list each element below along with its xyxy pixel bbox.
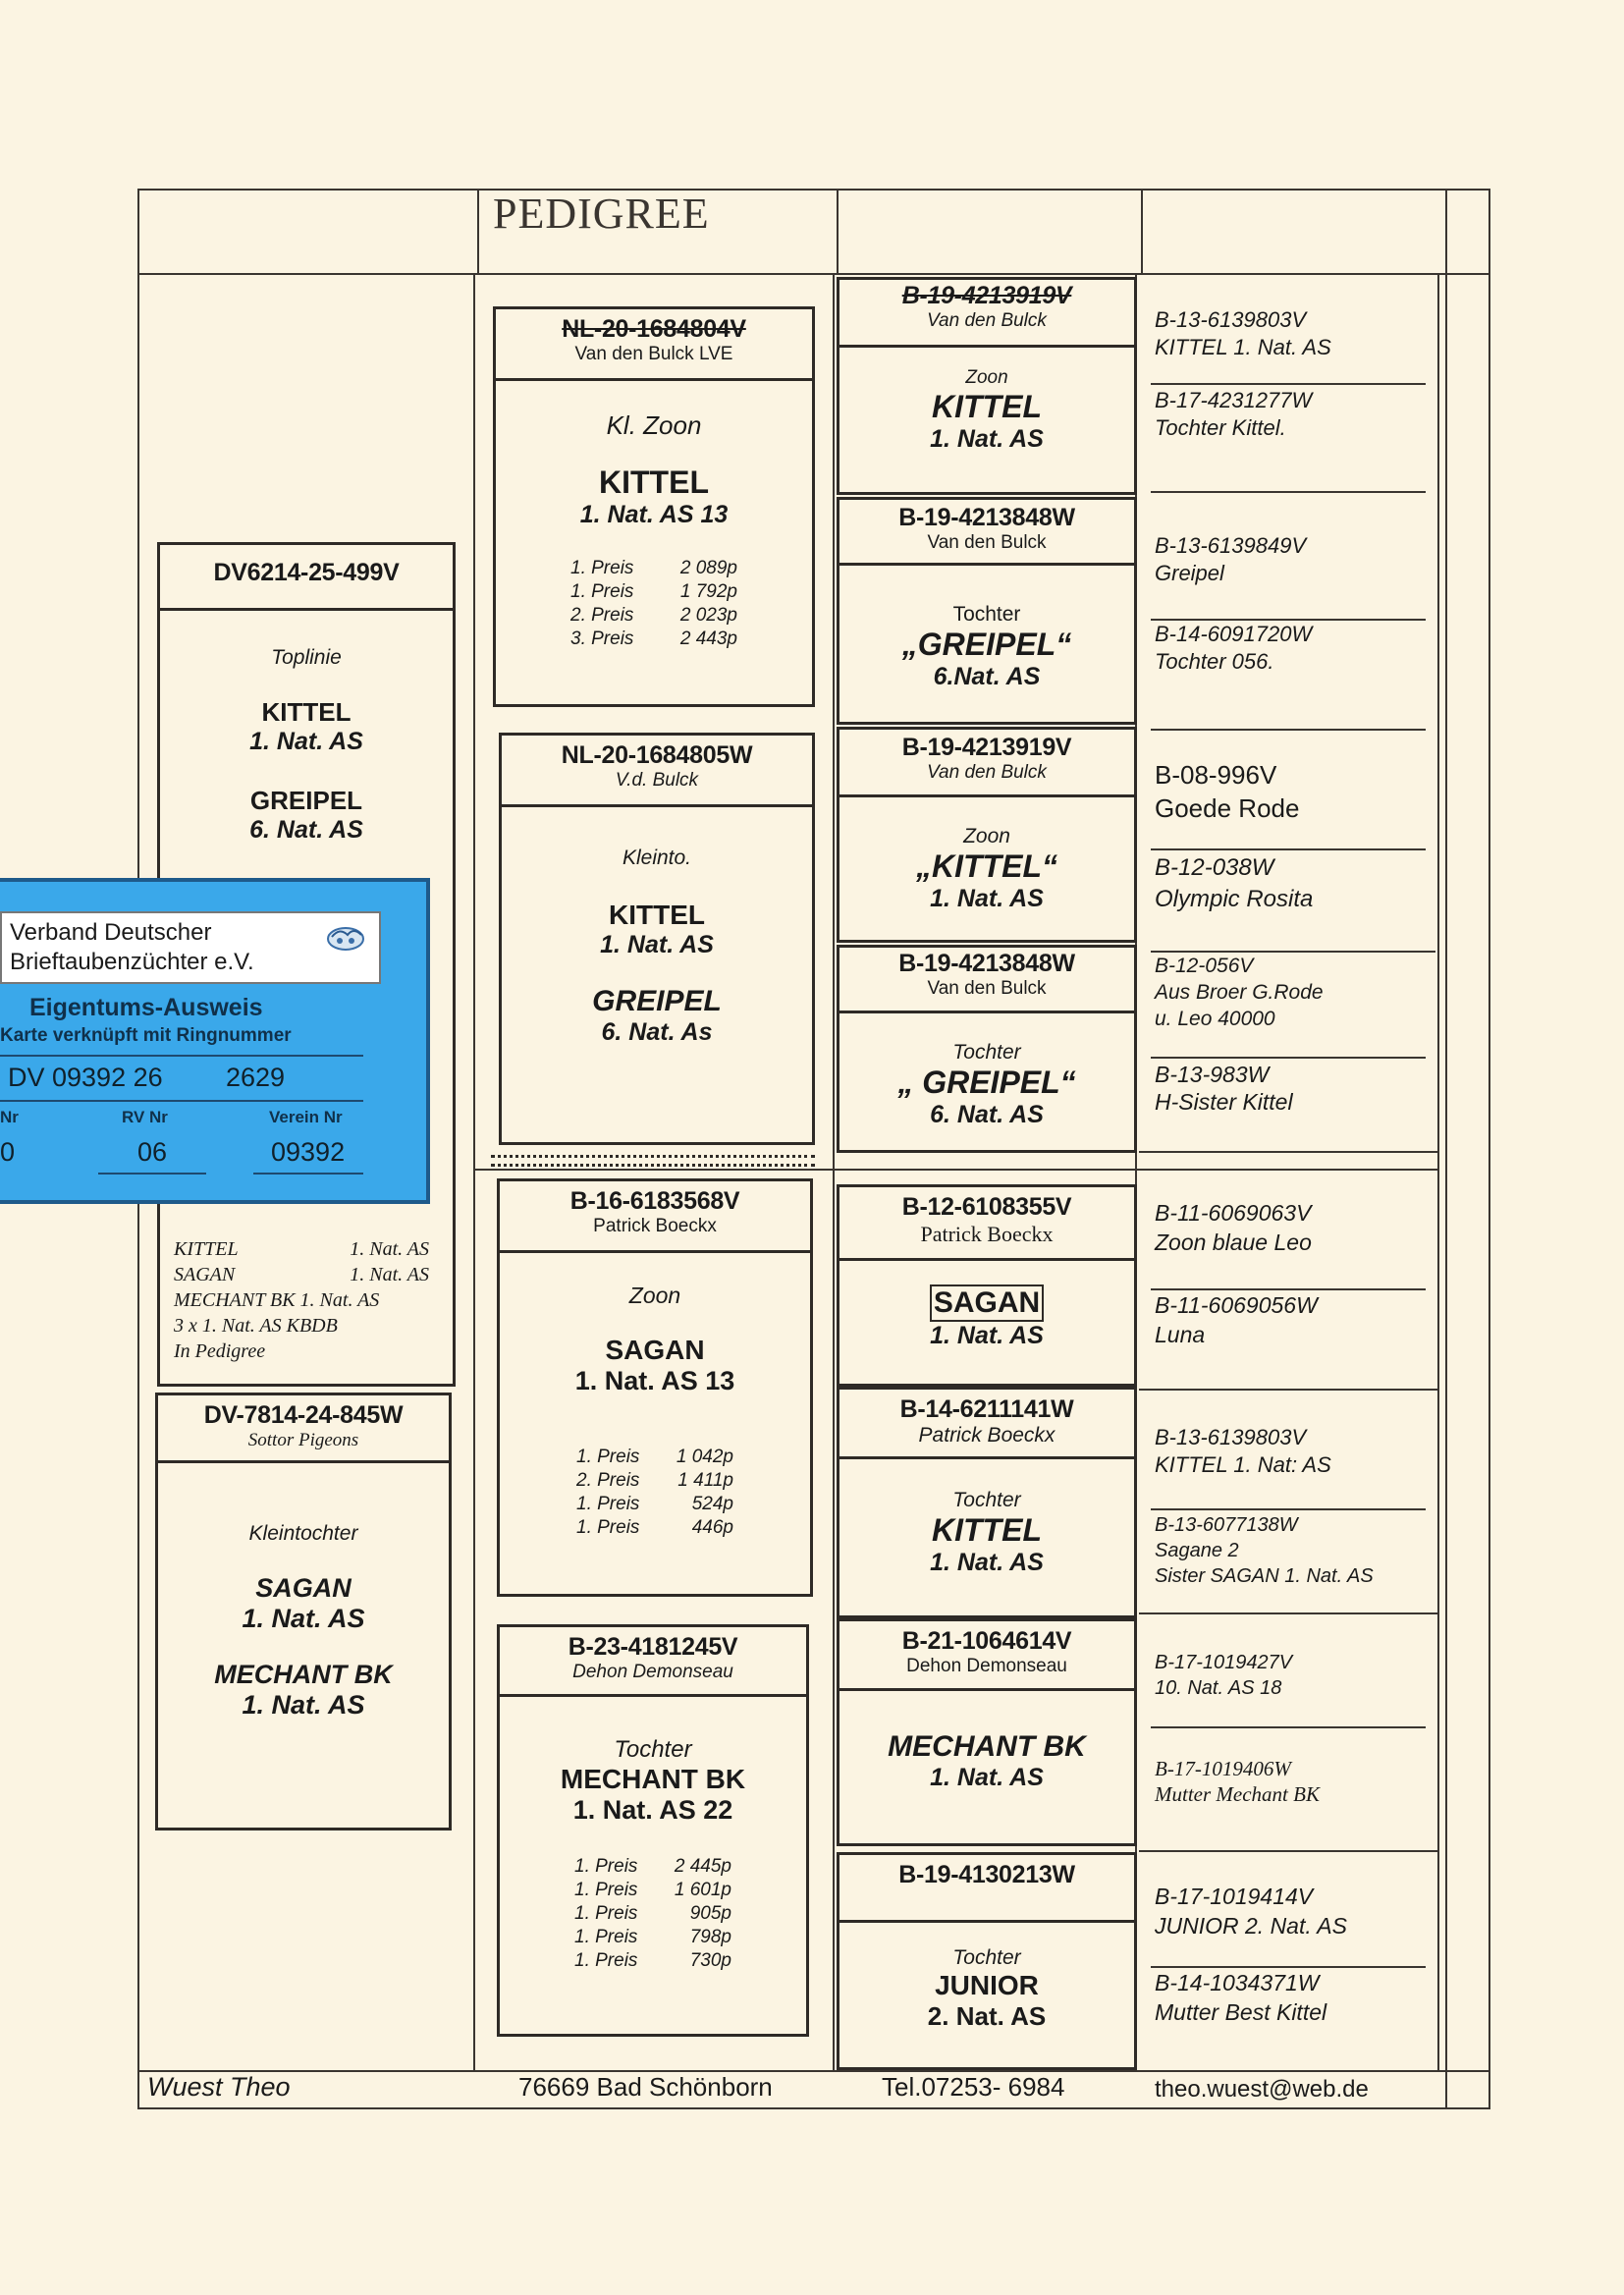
gen3-nat-8: 2. Nat. AS xyxy=(927,2001,1047,2031)
gen2-box-2 xyxy=(499,733,815,1145)
gen2-ring-3: B-16-6183568V xyxy=(569,1187,740,1215)
prize-label: 1. Preis xyxy=(574,1856,638,1877)
gen3-box-8 xyxy=(837,1852,1137,2070)
gen4-desc2: Sister SAGAN 1. Nat. AS xyxy=(1155,1565,1374,1587)
gen2-name-1: KITTEL xyxy=(599,464,709,500)
gen4-ring: B-08-996V xyxy=(1155,760,1277,790)
extra-line-4: 3 x 1. Nat. AS KBDB xyxy=(174,1315,338,1337)
gen3-rel-4: Tochter xyxy=(952,1041,1021,1064)
gen3-nat-7: 1. Nat. AS xyxy=(930,1764,1044,1791)
footer-city: 76669 Bad Schönborn xyxy=(518,2072,773,2102)
gen3-box-3 xyxy=(837,727,1137,943)
header-col-line-1 xyxy=(477,189,479,273)
col-sep-gen3-left xyxy=(833,275,835,2072)
gen4-sep xyxy=(1151,491,1426,493)
gen3-ring-4: B-19-4213848W xyxy=(898,950,1075,977)
gen1-nat-2b: 1. Nat. AS xyxy=(242,1690,365,1720)
gen4-entry-11 xyxy=(1155,1424,1430,1479)
gen4-entry-14 xyxy=(1155,1756,1435,1807)
gen4-ring: B-13-6139849V xyxy=(1155,533,1307,558)
prize-value: 1 601p xyxy=(674,1880,731,1900)
gen2-nat-1: 1. Nat. AS 13 xyxy=(579,501,729,528)
prize-value: 2 443p xyxy=(679,628,737,649)
gen3-rel-1: Zoon xyxy=(965,367,1008,388)
gen4-ring: B-17-1019406W xyxy=(1155,1757,1291,1780)
gen1-extra-list xyxy=(174,1236,429,1364)
extra-name-1: KITTEL xyxy=(174,1238,239,1260)
prize-label: 2. Preis xyxy=(570,605,634,626)
gen3-breeder-4: Van den Bulck xyxy=(927,978,1047,999)
gen3-box-2 xyxy=(837,497,1137,725)
gen4-entry-7 xyxy=(1155,953,1430,1032)
gen4-ring: B-14-6091720W xyxy=(1155,622,1313,646)
gen2-rel-2: Kleinto. xyxy=(622,847,692,869)
gen3-nat-2: 6.Nat. AS xyxy=(933,663,1041,690)
gen2-prizes-4 xyxy=(574,1855,731,1973)
card-ring-a: DV 09392 26 xyxy=(8,1063,163,1092)
gen4-ring: B-13-6139803V xyxy=(1155,1425,1307,1449)
gen4-desc: Tochter 056. xyxy=(1155,649,1274,674)
gen4-entry-16 xyxy=(1155,1968,1430,2027)
gen2-prizes-1 xyxy=(570,557,737,651)
footer-phone: Tel.07253- 6984 xyxy=(882,2072,1065,2102)
card-line-3 xyxy=(98,1173,206,1175)
gen4-desc: H-Sister Kittel xyxy=(1155,1089,1293,1115)
gen3-ring-3: B-19-4213919V xyxy=(901,734,1072,761)
gen3-name-1: KITTEL xyxy=(932,389,1042,424)
header-col-line-3 xyxy=(1141,189,1143,273)
gen4-desc: Olympic Rosita xyxy=(1155,886,1314,912)
gen4-ring: B-11-6069063V xyxy=(1155,1200,1312,1226)
gen4-sep xyxy=(1151,1057,1426,1059)
gen1-name-1b: GREIPEL xyxy=(249,786,363,815)
gen3-rel-6: Tochter xyxy=(952,1489,1021,1511)
prize-label: 1. Preis xyxy=(576,1517,640,1538)
gen4-entry-5 xyxy=(1155,758,1430,825)
gen3-nat-4: 6. Nat. AS xyxy=(930,1101,1044,1128)
gen3-ring-6: B-14-6211141W xyxy=(899,1395,1074,1423)
gen4-desc: Greipel xyxy=(1155,561,1224,585)
gen2-name-3: SAGAN xyxy=(605,1335,705,1365)
gen4-ring: B-12-056V xyxy=(1155,955,1254,977)
card-org-line2: Brieftaubenzüchter e.V. xyxy=(10,949,254,975)
page-title: PEDIGREE xyxy=(493,190,710,238)
gen4-desc: 10. Nat. AS 18 xyxy=(1155,1677,1282,1699)
gen4-sep xyxy=(1139,1389,1437,1391)
gen3-box-6 xyxy=(837,1387,1137,1618)
gen2-nat-2: 1. Nat. AS xyxy=(600,931,714,958)
prize-value: 1 792p xyxy=(679,581,737,602)
prize-label: 1. Preis xyxy=(574,1950,638,1971)
gen2-prizes-3 xyxy=(576,1446,733,1540)
prize-value: 524p xyxy=(691,1494,733,1514)
gen4-sep xyxy=(1151,1508,1426,1510)
gen2-rel-3: Zoon xyxy=(628,1283,681,1308)
gen1-name-2a: SAGAN xyxy=(255,1573,352,1603)
gen2-rel-1: Kl. Zoon xyxy=(606,410,702,440)
card-ring-b: 2629 xyxy=(226,1063,286,1092)
gen3-breeder-6: Patrick Boeckx xyxy=(918,1424,1056,1447)
card-col2-label: RV Nr xyxy=(122,1108,168,1126)
dove-logo-icon xyxy=(324,923,367,953)
card-subtitle: Karte verknüpft mit Ringnummer xyxy=(0,1025,292,1046)
prize-label: 1. Preis xyxy=(574,1903,638,1924)
gen3-ring-2: B-19-4213848W xyxy=(898,504,1075,531)
gen1-name-2b: MECHANT BK xyxy=(214,1660,393,1689)
extra-res-3: 1. Nat. AS xyxy=(299,1289,380,1311)
gen1-nat-2a: 1. Nat. AS xyxy=(242,1604,365,1633)
gen4-sep xyxy=(1151,729,1426,731)
gen4-desc2: u. Leo 40000 xyxy=(1155,1008,1275,1030)
prize-label: 1. Preis xyxy=(576,1494,640,1514)
gen1-ring-1: DV6214-25-499V xyxy=(213,559,400,586)
gen4-desc: Sagane 2 xyxy=(1155,1540,1239,1561)
gen3-name-8: JUNIOR xyxy=(935,1970,1039,2000)
dotted-separator xyxy=(491,1155,815,1167)
footer-email[interactable]: theo.wuest@web.de xyxy=(1155,2076,1369,2103)
card-col1-value: 0 xyxy=(0,1137,16,1167)
gen1-box-2 xyxy=(155,1393,452,1831)
card-line-2 xyxy=(0,1100,363,1102)
prize-label: 2. Preis xyxy=(576,1470,640,1491)
card-col3-label: Verein Nr xyxy=(269,1108,343,1126)
extra-name-2: SAGAN xyxy=(174,1264,236,1285)
gen4-entry-15 xyxy=(1155,1882,1430,1940)
gen3-box-4 xyxy=(837,945,1137,1153)
gen3-nat-6: 1. Nat. AS xyxy=(930,1549,1044,1576)
card-line-4 xyxy=(253,1173,363,1175)
gen2-ring-2: NL-20-1684805W xyxy=(561,741,753,769)
gen2-name-2b: GREIPEL xyxy=(592,985,722,1017)
card-org-line1: Verband Deutscher xyxy=(10,919,212,946)
gen3-ring-5: B-12-6108355V xyxy=(901,1193,1072,1221)
footer-name: Wuest Theo xyxy=(147,2072,291,2102)
col-sep-gen4-right xyxy=(1437,275,1439,2072)
prize-label: 1. Preis xyxy=(574,1880,638,1900)
extra-line-5: In Pedigree xyxy=(174,1340,266,1362)
card-line-1 xyxy=(0,1055,363,1057)
gen4-desc: Luna xyxy=(1155,1322,1206,1347)
gen4-sep xyxy=(1139,1151,1437,1153)
gen2-name-4: MECHANT BK xyxy=(560,1764,746,1794)
gen2-ring-1: NL-20-1684804V xyxy=(562,315,746,343)
gen3-name-6: KITTEL xyxy=(932,1512,1042,1548)
gen4-entry-1 xyxy=(1155,306,1420,361)
gen3-ring-7: B-21-1064614V xyxy=(901,1627,1072,1655)
header-col-line-4 xyxy=(1445,189,1447,2109)
gen2-breeder-1: Van den Bulck LVE xyxy=(574,344,733,364)
gen4-desc: Aus Broer G.Rode xyxy=(1155,981,1324,1004)
gen4-ring: B-13-983W xyxy=(1155,1062,1270,1087)
gen4-desc: JUNIOR 2. Nat. AS xyxy=(1155,1913,1347,1939)
prize-label: 1. Preis xyxy=(576,1447,640,1467)
gen3-ring-8: B-19-4130213W xyxy=(898,1861,1075,1888)
gen3-name-7: MECHANT BK xyxy=(888,1730,1086,1763)
card-org-panel xyxy=(0,911,381,984)
gen3-name-2: „GREIPEL“ xyxy=(901,627,1072,662)
gen4-desc: Zoon blaue Leo xyxy=(1155,1229,1312,1255)
gen4-desc: KITTEL 1. Nat: AS xyxy=(1155,1452,1331,1477)
gen3-name-4: „ GREIPEL“ xyxy=(897,1065,1076,1100)
prize-value: 2 023p xyxy=(679,605,737,626)
prize-label: 1. Preis xyxy=(574,1927,638,1947)
gen3-nat-5: 1. Nat. AS xyxy=(930,1322,1044,1349)
gen4-entry-4 xyxy=(1155,621,1420,676)
gen2-nat-2b: 6. Nat. As xyxy=(601,1018,713,1046)
gen1-name-1a: KITTEL xyxy=(261,697,352,727)
gen3-breeder-7: Dehon Demonseau xyxy=(906,1656,1067,1676)
card-col2-value: 06 xyxy=(137,1137,168,1167)
col-sep-gen2-left xyxy=(473,275,475,2072)
footer-divider xyxy=(137,2070,1490,2072)
gen4-desc: Mutter Best Kittel xyxy=(1155,1999,1327,2025)
gen4-ring: B-13-6139803V xyxy=(1155,307,1307,332)
prize-value: 905p xyxy=(689,1903,731,1924)
ownership-card xyxy=(0,878,430,1204)
card-title: Eigentums-Ausweis xyxy=(29,994,263,1021)
gen3-box-1 xyxy=(837,277,1137,495)
gen4-ring: B-13-6077138W xyxy=(1155,1514,1298,1536)
gen2-box-1 xyxy=(493,306,815,707)
gen4-entry-10 xyxy=(1155,1290,1430,1349)
prize-value: 2 445p xyxy=(674,1856,731,1877)
gen1-line-1: Toplinie xyxy=(271,646,342,669)
gen4-entry-8 xyxy=(1155,1061,1430,1116)
prize-value: 1 411p xyxy=(677,1470,733,1491)
prize-value: 798p xyxy=(689,1927,731,1947)
gen4-entry-2 xyxy=(1155,387,1420,442)
gen3-name-3: „KITTEL“ xyxy=(916,848,1057,884)
gen4-ring: B-17-4231277W xyxy=(1155,388,1313,412)
gen4-ring: B-14-1034371W xyxy=(1155,1970,1320,1995)
gen1-nat-1b: 6. Nat. AS xyxy=(249,816,363,844)
gen4-sep xyxy=(1151,383,1426,385)
gen2-breeder-4: Dehon Demonseau xyxy=(572,1662,733,1682)
card-col1-label: Nr xyxy=(0,1108,19,1126)
gen3-breeder-1: Van den Bulck xyxy=(927,310,1047,331)
gen4-ring: B-11-6069056W xyxy=(1155,1292,1318,1318)
gen4-entry-13 xyxy=(1155,1650,1430,1701)
gen3-rel-2: Tochter xyxy=(952,603,1021,626)
gen4-ring: B-17-1019427V xyxy=(1155,1652,1293,1673)
gen4-entry-3 xyxy=(1155,532,1420,587)
extra-name-3: MECHANT BK xyxy=(174,1289,296,1311)
header-col-line-2 xyxy=(837,189,839,273)
card-col3-value: 09392 xyxy=(271,1137,346,1167)
gen2-box-4 xyxy=(497,1624,809,2037)
prize-label: 1. Preis xyxy=(570,581,634,602)
gen4-entry-9 xyxy=(1155,1198,1430,1257)
gen2-nat-3: 1. Nat. AS 13 xyxy=(574,1366,735,1395)
gen1-rel-2: Kleintochter xyxy=(248,1522,358,1545)
gen2-rel-4: Tochter xyxy=(614,1736,692,1763)
gen4-desc: KITTEL 1. Nat. AS xyxy=(1155,335,1331,359)
gen2-ring-4: B-23-4181245V xyxy=(568,1633,738,1661)
extra-res-2: 1. Nat. AS xyxy=(350,1264,429,1285)
gen3-box-5 xyxy=(837,1184,1137,1387)
prize-label: 1. Preis xyxy=(570,558,634,578)
gen3-breeder-3: Van den Bulck xyxy=(927,762,1047,783)
gen4-desc: Tochter Kittel. xyxy=(1155,415,1286,440)
gen3-nat-1: 1. Nat. AS xyxy=(930,425,1044,453)
gen2-nat-4: 1. Nat. AS 22 xyxy=(572,1795,733,1825)
gen1-nat-1a: 1. Nat. AS xyxy=(249,728,363,755)
gen2-name-2: KITTEL xyxy=(609,900,705,930)
gen3-breeder-5: Patrick Boeckx xyxy=(920,1222,1054,1246)
gen4-ring: B-12-038W xyxy=(1155,854,1274,881)
gen3-box-7 xyxy=(837,1618,1137,1846)
gen4-column xyxy=(1139,275,1437,2070)
gen4-desc: Mutter Mechant BK xyxy=(1155,1782,1320,1806)
prize-value: 730p xyxy=(689,1950,731,1971)
gen3-ring-1: B-19-4213919V xyxy=(901,282,1072,309)
prize-value: 2 089p xyxy=(679,558,737,578)
gen4-entry-6 xyxy=(1155,852,1430,915)
gen2-box-3 xyxy=(497,1178,813,1597)
gen4-entry-12 xyxy=(1155,1512,1435,1589)
gen2-breeder-3: Patrick Boeckx xyxy=(593,1216,717,1236)
extra-res-1: 1. Nat. AS xyxy=(350,1238,429,1260)
gen3-breeder-2: Van den Bulck xyxy=(927,532,1047,553)
gen4-ring: B-17-1019414V xyxy=(1155,1884,1314,1909)
prize-value: 446p xyxy=(691,1517,733,1538)
gen4-sep xyxy=(1151,1726,1426,1728)
gen3-nat-3: 1. Nat. AS xyxy=(930,885,1044,912)
gen1-ring-2: DV-7814-24-845W xyxy=(203,1401,404,1429)
gen3-name-5: SAGAN xyxy=(930,1284,1044,1322)
gen4-sep xyxy=(1151,848,1426,850)
prize-value: 1 042p xyxy=(676,1447,733,1467)
gen4-desc: Goede Rode xyxy=(1155,793,1300,823)
gen3-rel-8: Tochter xyxy=(952,1946,1021,1969)
gen4-sep xyxy=(1139,1850,1437,1852)
prize-label: 3. Preis xyxy=(570,628,634,649)
gen3-rel-3: Zoon xyxy=(963,825,1010,847)
gen1-breeder-2: Sottor Pigeons xyxy=(247,1430,359,1450)
gen2-breeder-2: V.d. Bulck xyxy=(615,770,699,791)
gen4-sep xyxy=(1139,1612,1437,1614)
